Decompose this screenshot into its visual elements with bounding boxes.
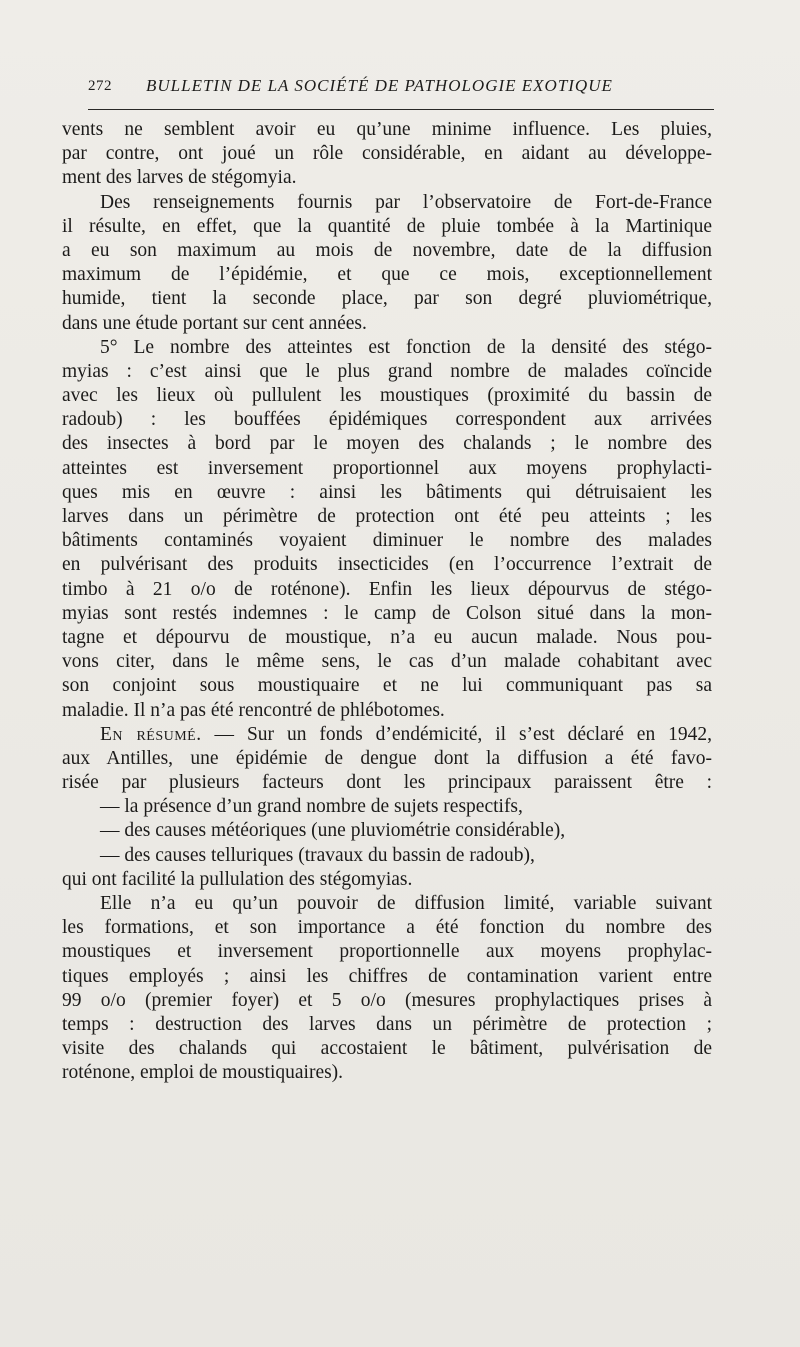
- text-line: a eu son maximum au mois de novembre, date de la diffusion: [62, 239, 712, 261]
- text-line: vents ne semblent avoir eu qu’une minime influence. Les pluies,: [62, 119, 712, 140]
- text-line: maximum de l’épidémie, et que ce mois, exceptionnellement: [62, 264, 712, 286]
- text-line: aux Antilles, une épidémie de dengue dont la diffusion a été favo-: [62, 747, 712, 769]
- text-line: en pulvérisant des produits insecticides (en l’occurrence l’extrait de: [62, 554, 712, 576]
- header-rule: [88, 109, 714, 110]
- text-line: atteintes est inversement proportionnel aux moyens prophylacti-: [62, 457, 712, 479]
- paragraph-start-line: Elle n’a eu qu’un pouvoir de diffusion limité, variable suivant: [100, 893, 712, 914]
- text-line: humide, tient la seconde place, par son degré pluviométrique,: [62, 288, 712, 310]
- text-line: maladie. Il n’a pas été rencontré de phlébotomes.: [62, 699, 445, 721]
- text-line: tiques employés ; ainsi les chiffres de contamination varient entre: [62, 965, 712, 987]
- text-line: les formations, et son importance a été fonction du nombre des: [62, 917, 712, 939]
- text-line: 99 o/o (premier foyer) et 5 o/o (mesures prophylactiques prises à: [62, 989, 712, 1011]
- text-line: bâtiments contaminés voyaient diminuer le nombre des malades: [62, 530, 712, 552]
- text-line: tagne et dépourvu de moustique, n’a eu aucun malade. Nous pou-: [62, 626, 712, 648]
- summary-start-line: [62, 723, 712, 747]
- text-line: ques mis en œuvre : ainsi les bâtiments qui détruisaient les: [62, 481, 712, 503]
- paragraph-start-line: Des renseignements fournis par l’observatoire de Fort-de-France: [100, 191, 712, 213]
- text-line: qui ont facilité la pullulation des stégomyias.: [62, 868, 413, 890]
- text-line: myias : c’est ainsi que le plus grand nombre de malades coïncide: [62, 360, 712, 382]
- text-line: avec les lieux où pullulent les moustiques (proximité du bassin de: [62, 385, 712, 407]
- body-text: [62, 118, 712, 1086]
- text-line: il résulte, en effet, que la quantité de pluie tombée à la Martinique: [62, 215, 712, 237]
- text-line: moustiques et inversement proportionnelle aux moyens prophylac-: [62, 941, 712, 963]
- text-line: radoub) : les bouffées épidémiques correspondent aux arrivées: [62, 409, 712, 431]
- text-line: myias sont restés indemnes : le camp de Colson situé dans la mon-: [62, 602, 712, 624]
- text-line: vons citer, dans le même sens, le cas d’un malade cohabitant avec: [62, 651, 712, 673]
- text-line: risée par plusieurs facteurs dont les principaux paraissent être :: [62, 772, 712, 794]
- text-line: temps : destruction des larves dans un périmètre de protection ;: [62, 1013, 712, 1035]
- text-line: son conjoint sous moustiquaire et ne lui communiquant pas sa: [62, 675, 712, 697]
- list-item-line: — des causes telluriques (travaux du bassin de radoub),: [100, 844, 535, 866]
- page-number: 272: [88, 78, 112, 94]
- text-line: larves dans un périmètre de protection ont été peu atteints ; les: [62, 506, 712, 527]
- text-line: dans une étude portant sur cent années.: [62, 312, 367, 334]
- text-line: des insectes à bord par le moyen des chalands ; le nombre des: [62, 433, 712, 455]
- paragraph-start-line: 5° Le nombre des atteintes est fonction de la densité des stégo-: [100, 336, 712, 358]
- text-line: roténone, emploi de moustiquaires).: [62, 1062, 344, 1084]
- text-line: timbo à 21 o/o de roténone). Enfin les lieux dépourvus de stégo-: [62, 578, 712, 600]
- list-item-line: — des causes météoriques (une pluviométrie considérable),: [100, 820, 566, 842]
- en-resume-label: En résumé.: [100, 723, 202, 745]
- list-item-line: — la présence d’un grand nombre de sujets respectifs,: [100, 796, 523, 818]
- summary-line-text: — Sur un fonds d’endémicité, il s’est déclaré en 1942,: [214, 723, 712, 745]
- page-header: [88, 76, 714, 102]
- running-head: BULLETIN DE LA SOCIÉTÉ DE PATHOLOGIE EXOTIQUE: [146, 76, 613, 95]
- text-line: ment des larves de stégomyia.: [62, 167, 297, 189]
- text-line: par contre, ont joué un rôle considérable, en aidant au développe-: [62, 143, 712, 165]
- text-line: visite des chalands qui accostaient le bâtiment, pulvérisation de: [62, 1038, 712, 1060]
